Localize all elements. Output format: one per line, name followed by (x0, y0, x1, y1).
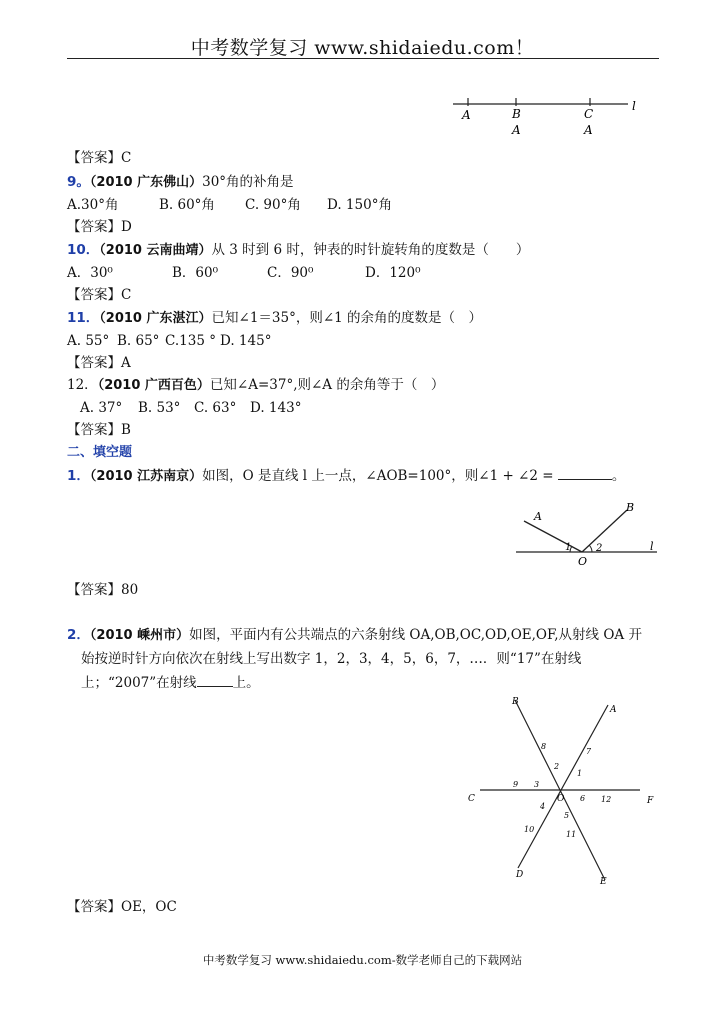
label-d: D (516, 870, 524, 880)
num-5: 5 (564, 811, 570, 820)
page-header: 中考数学复习 www.shidaiedu.com！ (190, 37, 535, 59)
question-stem: 已知∠A=37°,则∠A 的余角等于（ ） (209, 377, 445, 393)
option-d: D. 143° (250, 400, 302, 416)
label-o: O (557, 794, 565, 804)
num-10: 10 (524, 825, 535, 834)
num-4: 4 (540, 802, 546, 811)
options-10 (67, 264, 421, 282)
answer-q11: 【答案】A (67, 355, 131, 371)
option-a: A. 55° (67, 333, 110, 349)
six-rays-figure (460, 690, 660, 890)
question-9 (67, 173, 294, 192)
option-d: D．120⁰ (365, 265, 421, 281)
number-line-figure (440, 92, 660, 142)
label-a: A (534, 510, 542, 523)
options-12 (80, 399, 301, 417)
option-d: D. 150°角 (327, 197, 392, 213)
question-stem: 已知∠1＝35°，则∠1 的余角的度数是（ ） (211, 310, 483, 326)
option-b: B．60⁰ (172, 265, 219, 281)
option-b: B. 53° (138, 400, 181, 416)
question-source: （2010 广东湛江） (99, 311, 212, 326)
option-b: B. 65° (117, 333, 160, 349)
question-stem: 从 3 时到 6 时，钟表的时针旋转角的度数是（ ） (211, 242, 530, 258)
option-d: D. 145° (220, 333, 272, 349)
num-12: 12 (601, 795, 612, 804)
label-angle-1: 1 (565, 542, 572, 553)
question-10 (67, 241, 529, 260)
label-b: B (512, 107, 521, 121)
num-3: 3 (534, 780, 540, 789)
fill-question-2-line2: 始按逆时针方向依次在射线上写出数字 1，2，3，4，5，6，7，…．则“17”在射线 (81, 651, 582, 667)
answer-q8: 【答案】C (67, 150, 132, 166)
question-number: 10． (67, 242, 100, 258)
answer-blank (197, 674, 233, 687)
question-number: 9。 (67, 174, 90, 190)
question-11 (67, 309, 482, 328)
option-c: C.135 ° (165, 333, 216, 349)
label-b: B (512, 697, 519, 707)
fill-question-1 (67, 467, 625, 486)
question-stem: 30°角的补角是 (202, 174, 294, 190)
label-b: B (626, 501, 635, 514)
answer-fill-1: 【答案】80 (67, 582, 139, 598)
option-c: C. 63° (194, 400, 237, 416)
section-title: 二、填空题 (67, 445, 133, 460)
fill-question-2-line3: 上；“2007”在射线 上。 (81, 675, 260, 691)
question-source: （2010 嵊州市） (89, 628, 190, 643)
options-11 (67, 332, 271, 350)
answer-blank (558, 467, 612, 480)
answer-q10: 【答案】C (67, 287, 132, 303)
label-a: A (610, 705, 617, 715)
option-b: B. 60°角 (159, 197, 215, 213)
num-9: 9 (513, 780, 519, 789)
label-a: A (462, 108, 471, 122)
arc-2 (589, 545, 592, 552)
line-ad (518, 705, 608, 868)
option-a: A. 37° (80, 400, 123, 416)
label-o: O (578, 555, 588, 568)
fill-question-2-line1 (67, 626, 642, 645)
num-11: 11 (566, 830, 577, 839)
ray-ob (582, 510, 627, 552)
angle-figure (512, 498, 662, 568)
num-8: 8 (541, 742, 547, 751)
sublabel-a1: A (512, 123, 521, 137)
num-1: 1 (577, 769, 583, 778)
label-e: E (600, 877, 607, 887)
answer-q12: 【答案】B (67, 422, 131, 438)
header-rule (67, 58, 659, 59)
question-number: 12． (67, 377, 98, 393)
label-f: F (647, 796, 654, 806)
question-number: 2． (67, 627, 90, 643)
question-source: （2010 广东佛山） (89, 175, 203, 190)
question-source: （2010 广西百色） (97, 378, 210, 393)
num-6: 6 (580, 794, 586, 803)
label-l: l (632, 99, 636, 113)
question-source: （2010 江苏南京） (89, 469, 203, 484)
options-9 (67, 196, 392, 214)
num-2: 2 (554, 762, 560, 771)
question-end: 。 (611, 468, 626, 484)
question-12 (67, 376, 444, 395)
question-stem: 如图，O 是直线 l 上一点，∠AOB=100°，则∠1 + ∠2 = (202, 468, 554, 484)
option-a: A．30⁰ (67, 265, 113, 281)
question-source: （2010 云南曲靖） (99, 243, 212, 258)
option-a: A.30°角 (67, 197, 119, 213)
label-l: l (650, 540, 654, 553)
question-text: 如图，平面内有公共端点的六条射线 OA,OB,OC,OD,OE,OF,从射线 OA 开 (189, 627, 642, 643)
question-number: 1． (67, 468, 90, 484)
answer-fill-2: 【答案】OE，OC (67, 899, 177, 915)
question-number: 11． (67, 310, 100, 326)
page-footer: 中考数学复习 www.shidaiedu.com-数学老师自己的下载网站 (202, 953, 523, 967)
option-c: C．90⁰ (267, 265, 314, 281)
label-angle-2: 2 (596, 543, 603, 554)
label-c: C (468, 794, 475, 804)
option-c: C. 90°角 (245, 197, 301, 213)
answer-q9: 【答案】D (67, 219, 132, 235)
sublabel-a2: A (584, 123, 593, 137)
num-7: 7 (586, 747, 592, 756)
label-c: C (584, 107, 594, 121)
ray-oa (524, 521, 582, 552)
